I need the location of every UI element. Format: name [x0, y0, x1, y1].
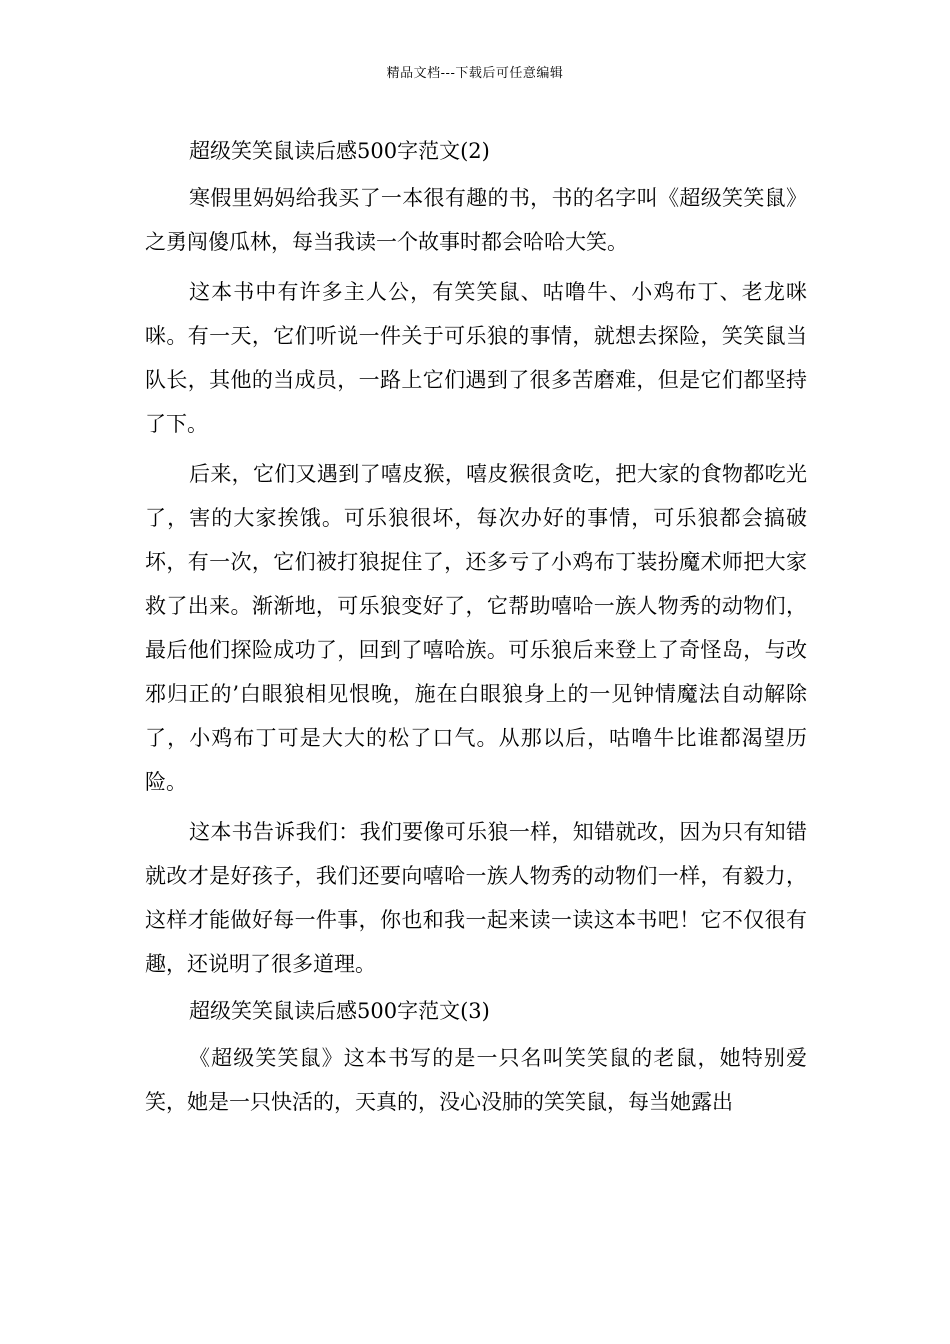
paragraph: 寒假里妈妈给我买了一本很有趣的书，书的名字叫《超级笑笑鼠》之勇闯傻瓜林，每当我读一个故事时都会哈哈大笑。 [145, 186, 807, 254]
section-heading: 超级笑笑鼠读后感500字范文(3) [189, 999, 490, 1023]
paragraph: 这本书中有许多主人公，有笑笑鼠、咕噜牛、小鸡布丁、老龙咪咪。有一天，它们听说一件关于可乐狼的事情，就想去探险，笑笑鼠当队长，其他的当成员，一路上它们遇到了很多苦磨难，但是它们都坚持了下。 [145, 280, 807, 436]
paragraph: 《超级笑笑鼠》这本书写的是一只名叫笑笑鼠的老鼠，她特别爱笑，她是一只快活的，天真的，没心没肺的笑笑鼠，每当她露出 [145, 1046, 807, 1114]
paragraph: 后来，它们又遇到了嘻皮猴，嘻皮猴很贪吃，把大家的食物都吃光了，害的大家挨饿。可乐狼很坏，每次办好的事情，可乐狼都会搞破坏，有一次，它们被打狼捉住了，还多亏了小鸡布丁装扮魔术师把大家救了出来。渐渐地，可乐狼变好了，它帮助嘻哈一族人物秀的动物们，最后他们探险成功了，回到了嘻哈族。可乐狼后来登上了奇怪岛，与改邪归正的’白眼狼相见恨晚，施在白眼狼身上的一见钟情魔法自动解除了，小鸡布丁可是大大的松了口气。从那以后，咕噜牛比谁都渴望历险。 [145, 462, 807, 794]
document-body [145, 132, 807, 1124]
page-header: 精品文档---下载后可任意编辑 [386, 66, 564, 81]
section-heading: 超级笑笑鼠读后感500字范文(2) [189, 139, 490, 163]
paragraph: 这本书告诉我们：我们要像可乐狼一样，知错就改，因为只有知错就改才是好孩子，我们还要向嘻哈一族人物秀的动物们一样，有毅力，这样才能做好每一件事，你也和我一起来读一读这本书吧！它不仅很有趣，还说明了很多道理。 [145, 820, 807, 976]
